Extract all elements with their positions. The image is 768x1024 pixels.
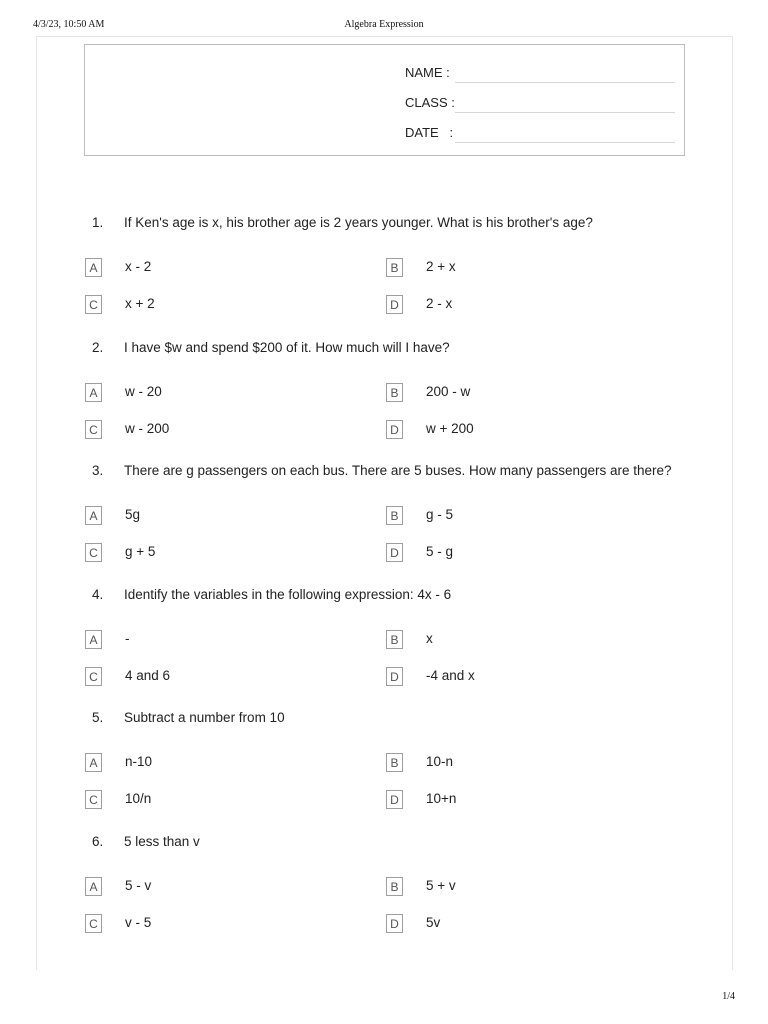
option-text: w + 200 <box>426 421 474 436</box>
option-text: 5v <box>426 915 441 930</box>
option-letter-box[interactable]: C <box>85 790 102 809</box>
option-text: 5 - g <box>426 544 454 559</box>
option-text: g + 5 <box>125 544 156 559</box>
option-text: 5 + v <box>426 878 456 893</box>
option-letter-box[interactable]: A <box>85 877 102 896</box>
answer-option-d[interactable] <box>386 790 646 810</box>
option-text: 200 - w <box>426 384 471 399</box>
option-letter-box[interactable]: B <box>386 630 403 649</box>
answer-option-b[interactable] <box>386 877 646 897</box>
option-text: 2 + x <box>426 259 456 274</box>
answer-option-b[interactable] <box>386 258 646 278</box>
answer-option-d[interactable] <box>386 543 646 563</box>
option-text: x <box>426 631 433 646</box>
option-letter-box[interactable]: B <box>386 877 403 896</box>
option-letter-box[interactable]: D <box>386 914 403 933</box>
option-text: g - 5 <box>426 507 454 522</box>
option-text: 10+n <box>426 791 457 806</box>
option-text: 10/n <box>125 791 152 806</box>
answer-option-c[interactable] <box>85 543 345 563</box>
question-number: 1. <box>92 215 104 230</box>
option-letter-box[interactable]: A <box>85 630 102 649</box>
option-letter-box[interactable]: B <box>386 383 403 402</box>
answer-option-d[interactable] <box>386 914 646 934</box>
option-letter-box[interactable]: C <box>85 667 102 686</box>
question-number: 3. <box>92 463 104 478</box>
option-letter-box[interactable]: B <box>386 258 403 277</box>
option-letter-box[interactable]: A <box>85 383 102 402</box>
option-text: 2 - x <box>426 296 453 311</box>
date-field[interactable] <box>405 122 677 144</box>
answer-option-d[interactable] <box>386 667 646 687</box>
answer-option-b[interactable] <box>386 383 646 403</box>
name-field[interactable] <box>405 62 677 84</box>
option-text: -4 and x <box>426 668 475 683</box>
option-letter-box[interactable]: D <box>386 667 403 686</box>
option-letter-box[interactable]: A <box>85 506 102 525</box>
question-text: I have $w and spend $200 of it. How much will I have? <box>124 340 450 355</box>
answer-option-b[interactable] <box>386 630 646 650</box>
option-text: w - 20 <box>125 384 162 399</box>
option-letter-box[interactable]: C <box>85 914 102 933</box>
option-text: 5g <box>125 507 141 522</box>
print-title: Algebra Expression <box>344 19 424 30</box>
option-text: v - 5 <box>125 915 152 930</box>
student-info-box <box>84 44 685 156</box>
name-label: NAME : <box>405 65 450 80</box>
option-text: 10-n <box>426 754 454 769</box>
option-letter-box[interactable]: A <box>85 258 102 277</box>
option-letter-box[interactable]: C <box>85 295 102 314</box>
class-field[interactable] <box>405 92 677 114</box>
name-line <box>455 82 675 83</box>
page-number: 1/4 <box>722 991 735 1002</box>
question-text: If Ken's age is x, his brother age is 2 years younger. What is his brother's age? <box>124 215 593 230</box>
option-text: 4 and 6 <box>125 668 171 683</box>
date-line <box>455 142 675 143</box>
answer-option-a[interactable] <box>85 753 345 773</box>
answer-option-c[interactable] <box>85 790 345 810</box>
option-text: x + 2 <box>125 296 155 311</box>
class-line <box>455 112 675 113</box>
option-letter-box[interactable]: D <box>386 790 403 809</box>
answer-option-d[interactable] <box>386 295 646 315</box>
answer-option-c[interactable] <box>85 295 345 315</box>
option-letter-box[interactable]: D <box>386 420 403 439</box>
option-letter-box[interactable]: D <box>386 543 403 562</box>
option-letter-box[interactable]: C <box>85 543 102 562</box>
answer-option-c[interactable] <box>85 420 345 440</box>
option-text: n-10 <box>125 754 153 769</box>
date-label: DATE : <box>405 125 454 140</box>
answer-option-d[interactable] <box>386 420 646 440</box>
option-text: w - 200 <box>125 421 170 436</box>
option-letter-box[interactable]: D <box>386 295 403 314</box>
question-number: 5. <box>92 710 104 725</box>
option-letter-box[interactable]: A <box>85 753 102 772</box>
answer-option-a[interactable] <box>85 258 345 278</box>
answer-option-a[interactable] <box>85 383 345 403</box>
option-text: - <box>125 631 130 646</box>
worksheet-page <box>36 36 733 970</box>
print-date: 4/3/23, 10:50 AM <box>33 19 105 30</box>
answer-option-b[interactable] <box>386 506 646 526</box>
class-label: CLASS : <box>405 95 455 110</box>
question-number: 2. <box>92 340 104 355</box>
question-text: Identify the variables in the following expression: 4x - 6 <box>124 587 452 602</box>
question-number: 4. <box>92 587 104 602</box>
answer-option-a[interactable] <box>85 506 345 526</box>
answer-option-a[interactable] <box>85 630 345 650</box>
answer-option-a[interactable] <box>85 877 345 897</box>
answer-option-c[interactable] <box>85 667 345 687</box>
option-text: 5 - v <box>125 878 152 893</box>
answer-option-b[interactable] <box>386 753 646 773</box>
question-text: There are g passengers on each bus. There are 5 buses. How many passengers are there? <box>124 463 672 478</box>
option-letter-box[interactable]: C <box>85 420 102 439</box>
print-header <box>0 0 768 36</box>
question-text: Subtract a number from 10 <box>124 710 285 725</box>
option-text: x - 2 <box>125 259 152 274</box>
question-text: 5 less than v <box>124 834 200 849</box>
answer-option-c[interactable] <box>85 914 345 934</box>
option-letter-box[interactable]: B <box>386 506 403 525</box>
option-letter-box[interactable]: B <box>386 753 403 772</box>
question-number: 6. <box>92 834 104 849</box>
